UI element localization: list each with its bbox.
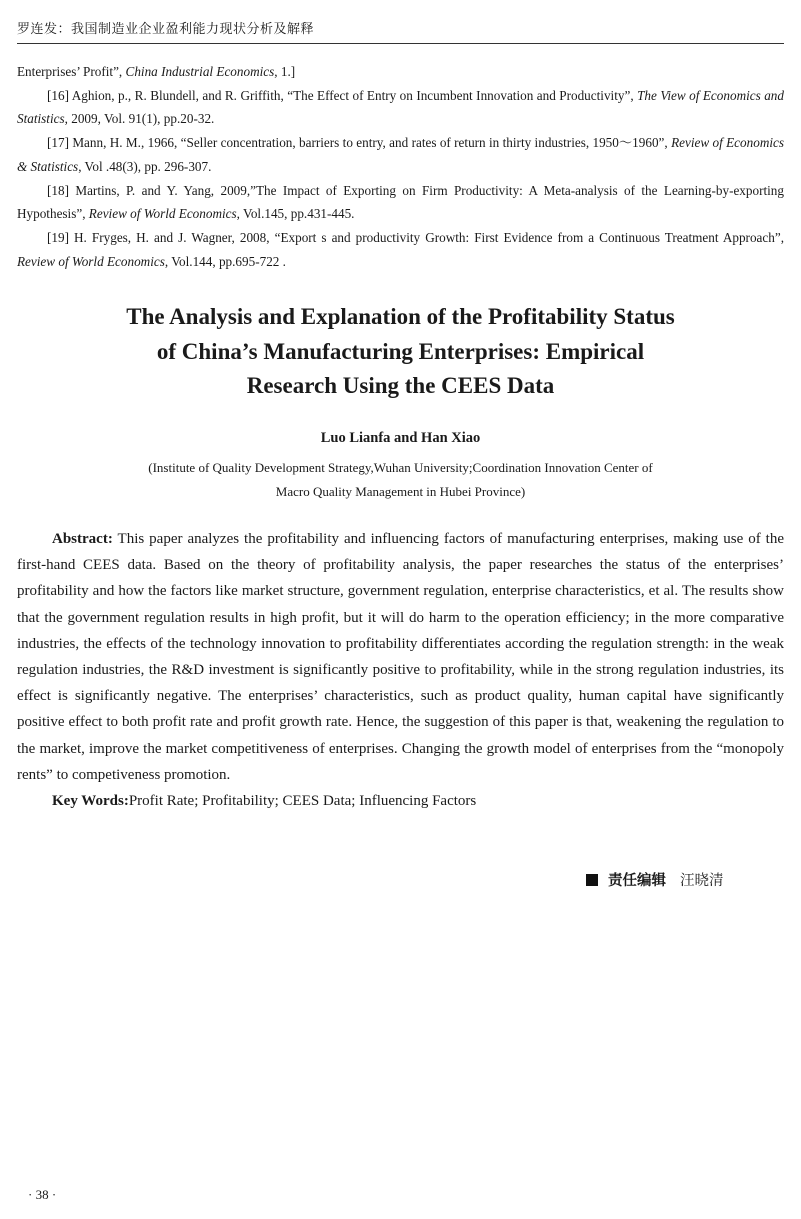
page-number: · 38 · [28, 1187, 57, 1202]
keywords [17, 788, 784, 814]
abstract [17, 526, 784, 788]
reference-17: [17] Mann, H. M., 1966, “Seller concentration, barriers to entry, and rates of return in thirty industries, 1950～1960”, Review of Economics & Statistics, Vol .48(3), pp. 296-307. [17, 135, 784, 174]
paper-title [40, 300, 761, 404]
editor-label: 责任编辑 [608, 873, 666, 889]
abstract-text: This paper analyzes the profitability and influencing factors of manufacturing enterprises, making use of the first-hand CEES data. Based on the theory of profitability analysis, the paper researches the status of the enterprises’ profitability and how the factors like market structure, government regulation, enterprise characteristics, et al. The results show that the government regulation results in high profit, but it will do harm to the operation efficiency; in the more comparative industries, the effects of the technology innovation to profitability differentiates according the regulation strength: in the weak regulation industries, the R&D investment is significantly positive to profitability, while in the strong regulation industries, its effect is significantly negative. The enterprises’ characteristics, such as product quality, human capital have significantly positive effect to both profit rate and profit growth rate. Hence, the suggestion of this paper is that, weakening the regulation to the market, improve the market competitiveness of enterprises. Changing the growth model of enterprises from the “monopoly rents” to competiveness promotion. [17, 531, 784, 783]
square-bullet-icon [586, 874, 598, 886]
abstract-label: Abstract: [52, 531, 113, 547]
title-line: Research Using the CEES Data [246, 373, 555, 398]
authors: Luo Lianfa and Han Xiao [320, 430, 481, 446]
title-line: The Analysis and Explanation of the Profitability Status [126, 304, 675, 329]
responsible-editor [586, 869, 724, 890]
keywords-text: Profit Rate; Profitability; CEES Data; Influencing Factors [128, 793, 477, 810]
title-line: of China’s Manufacturing Enterprises: Empirical [156, 338, 645, 364]
reference-19: [19] H. Fryges, H. and J. Wagner, 2008, “Export s and productivity Growth: First Evidence from a Continuous Treatment Approach”, Review of World Economics, Vol.144, pp.695-722 . [17, 229, 784, 269]
reference-18: [18] Martins, P. and Y. Yang, 2009,”The Impact of Exporting on Firm Productivity: A Meta-analysis of the Learning-by-exporting Hypothesis”, Review of World Economics, Vol.145, pp.431-445. [17, 182, 784, 222]
running-header: 罗连发：我国制造业企业盈利能力现状分析及解释 [17, 18, 784, 44]
affiliation: (Institute of Quality Development Strategy,Wuhan University;Coordination Innovation Center of Macro Quality Management in Hubei Province) [148, 460, 653, 499]
reference-continuation: Enterprises’ Profit”, China Industrial Economics, 1.] [17, 64, 296, 79]
keywords-label: Key Words: [52, 793, 129, 810]
reference-16: [16] Aghion, p., R. Blundell, and R. Griffith, “The Effect of Entry on Incumbent Innovation and Productivity”, The View of Economics and Statistics, 2009, Vol. 91(1), pp.20-32. [17, 87, 784, 127]
references-section [17, 60, 784, 273]
editor-name: 汪晓清 [680, 873, 724, 889]
abstract-section [17, 526, 784, 814]
